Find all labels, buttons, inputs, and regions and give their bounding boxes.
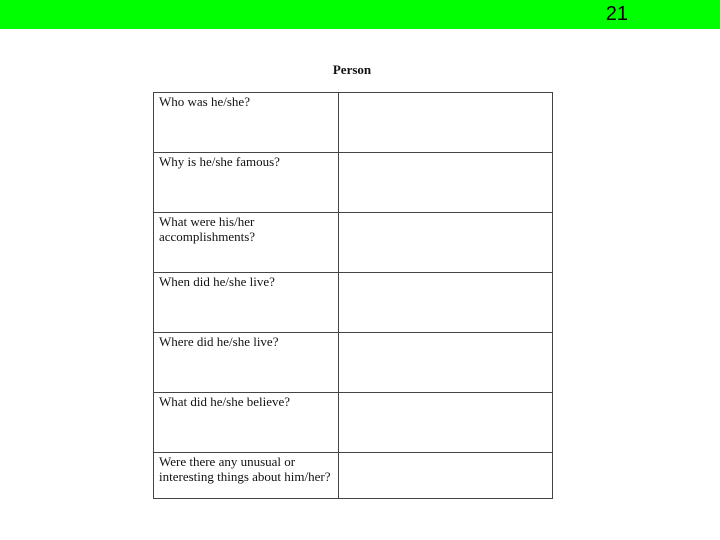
question-cell: What did he/she believe?	[154, 393, 339, 453]
table-row	[154, 393, 553, 453]
table-row	[154, 273, 553, 333]
answer-cell	[339, 153, 553, 213]
answer-cell	[339, 453, 553, 499]
top-bar	[0, 0, 720, 29]
question-cell: Why is he/she famous?	[154, 153, 339, 213]
question-cell: Were there any unusual or interesting things about him/her?	[154, 453, 339, 499]
table-row	[154, 153, 553, 213]
person-worksheet-table	[153, 92, 553, 499]
answer-cell	[339, 213, 553, 273]
question-cell: What were his/her accomplishments?	[154, 213, 339, 273]
question-cell: When did he/she live?	[154, 273, 339, 333]
answer-cell	[339, 333, 553, 393]
document-title: Person	[332, 62, 372, 77]
answer-cell	[339, 273, 553, 333]
table-row	[154, 213, 553, 273]
table-row	[154, 93, 553, 153]
question-cell: Who was he/she?	[154, 93, 339, 153]
question-cell: Where did he/she live?	[154, 333, 339, 393]
slide-number: 21	[605, 3, 628, 25]
answer-cell	[339, 93, 553, 153]
table-row	[154, 453, 553, 499]
answer-cell	[339, 393, 553, 453]
table-row	[154, 333, 553, 393]
